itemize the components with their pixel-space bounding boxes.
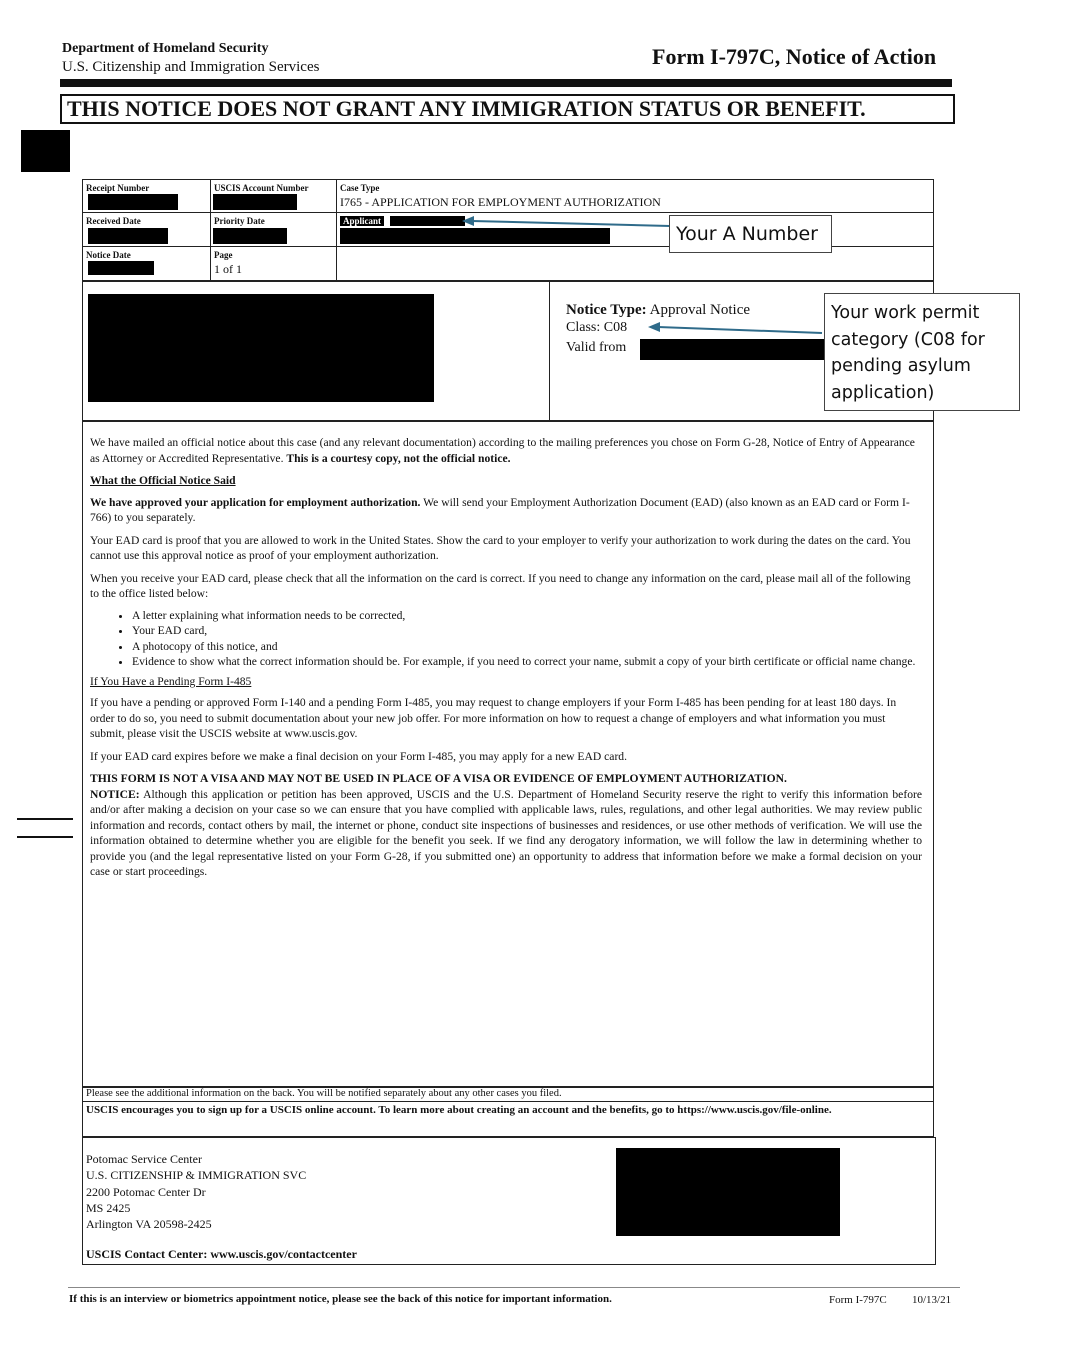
page-label: Page bbox=[214, 250, 233, 260]
i485-paragraph: If you have a pending or approved Form I-140 and a pending Form I-485, you may request to change employers if your Form I-485 has been pending for at least 180 days. In order to do so, you need to submit documentation about your new job offer. For more information on how to request a change of employers and what information you must submit, please visit the USCIS website at www.uscis.gov. bbox=[90, 696, 897, 740]
notice-type bbox=[566, 300, 750, 320]
contact-center: USCIS Contact Center: www.uscis.gov/contactcenter bbox=[86, 1247, 357, 1261]
ead-proof-paragraph: Your EAD card is proof that you are allowed to work in the United States. Show the card to your employer to verify your authorization to work during the dates on the card. You cannot use this approval notice as proof of your employment authorization. bbox=[90, 533, 911, 562]
mailing-address-redacted bbox=[88, 294, 434, 402]
form-title: Form I-797C, Notice of Action bbox=[652, 44, 937, 69]
receipt-number-redacted bbox=[88, 194, 178, 210]
department-name: Department of Homeland Security bbox=[62, 41, 269, 56]
address-line: Arlington VA 20598-2425 bbox=[86, 1217, 212, 1232]
approval-paragraph: We have approved your application for employment authorization. We will send your Employment Authorization Document (EAD) (also known as an EAD card or Form I-766) to you separately. bbox=[90, 495, 910, 524]
list-item: • Your EAD card, bbox=[132, 623, 922, 639]
priority-date-label: Priority Date bbox=[214, 216, 265, 226]
grid-divider bbox=[336, 179, 337, 280]
a-number-callout: Your A Number bbox=[669, 215, 832, 253]
form-id: Form I-797C bbox=[829, 1294, 887, 1306]
verification-notice: NOTICE: Although this application or petition has been approved, USCIS and the U.S. Department of Homeland Security reserve the right to verify this information before and/or after making a decision on your case so we can ensure that you have complied with applicable laws, rules, regulations, and other legal authorities. We may review public information and records, contact others by mail, the internet or phone, conduct site inspections of businesses and residences, or use other methods of verification. We will use the information obtained to determine whether you are eligible for the benefit you seek. If we find any derogatory information, we will follow the law in determining whether to provide you (and the legal representative listed on your Form G-28, if you submitted one) an opportunity to address that information before we make a formal decision on your case or start proceedings. bbox=[90, 787, 922, 878]
class-line: Class: C08 bbox=[566, 320, 628, 335]
barcode-redacted bbox=[616, 1148, 840, 1236]
received-date-redacted bbox=[88, 228, 168, 244]
agency-name: U.S. Citizenship and Immigration Services bbox=[62, 59, 320, 75]
header-rule bbox=[60, 79, 952, 87]
margin-mark bbox=[17, 818, 73, 820]
valid-dates-redacted bbox=[640, 339, 824, 360]
notice-type-label: Notice Type: bbox=[566, 302, 647, 318]
check-info-paragraph: When you receive your EAD card, please check that all the information on the card is correct. If you need to change any information on the card, please mail all of the following to the office listed below: bbox=[90, 571, 911, 600]
additional-info-text: Please see the additional information on the back. You will be notified separately about any other cases you filed. bbox=[86, 1088, 562, 1099]
account-number-label: USCIS Account Number bbox=[214, 183, 309, 193]
applicant-label: Applicant bbox=[340, 216, 384, 226]
class-arrow bbox=[646, 318, 824, 338]
margin-mark bbox=[17, 836, 73, 838]
account-number-redacted bbox=[213, 194, 297, 210]
correction-list bbox=[90, 608, 922, 670]
list-item: • Evidence to show what the correct information should be. For example, if you need to correct your name, submit a copy of your birth certificate or official name change. bbox=[132, 654, 922, 670]
interview-note: If this is an interview or biometrics appointment notice, please see the back of this notice for important information. bbox=[69, 1293, 612, 1305]
received-date-label: Received Date bbox=[86, 216, 141, 226]
form-edition-date: 10/13/21 bbox=[912, 1294, 952, 1306]
receipt-number-label: Receipt Number bbox=[86, 183, 150, 193]
summary-divider bbox=[549, 281, 550, 420]
grid-divider bbox=[210, 179, 211, 280]
case-type-label: Case Type bbox=[340, 183, 380, 193]
notice-body bbox=[90, 435, 922, 887]
address-line: U.S. CITIZENSHIP & IMMIGRATION SVC bbox=[86, 1168, 307, 1183]
not-a-visa-statement: THIS FORM IS NOT A VISA AND MAY NOT BE USED IN PLACE OF A VISA OR EVIDENCE OF EMPLOYMENT AUTHORIZATION. bbox=[90, 772, 787, 785]
notice-date-redacted bbox=[88, 261, 154, 275]
priority-date-redacted bbox=[213, 228, 287, 244]
notice-date-label: Notice Date bbox=[86, 250, 131, 260]
redaction-block bbox=[21, 130, 70, 172]
official-notice-heading: What the Official Notice Said bbox=[90, 474, 236, 487]
address-line: Potomac Service Center bbox=[86, 1152, 202, 1166]
a-number-arrow bbox=[460, 210, 675, 230]
list-item: • A photocopy of this notice, and bbox=[132, 639, 922, 655]
work-permit-callout: Your work permit category (C08 for pending asylum application) bbox=[824, 293, 1020, 411]
footer-rule bbox=[68, 1287, 960, 1288]
case-type-value: I765 - APPLICATION FOR EMPLOYMENT AUTHORIZATION bbox=[340, 195, 661, 209]
applicant-redacted bbox=[340, 228, 610, 244]
address-line: MS 2425 bbox=[86, 1200, 131, 1215]
online-account-text: USCIS encourages you to sign up for a USCIS online account. To learn more about creating an account and the benefits, go to https://www.uscis.gov/file-online. bbox=[86, 1104, 832, 1116]
office-address bbox=[86, 1151, 306, 1232]
expiry-paragraph: If your EAD card expires before we make a final decision on your Form I-485, you may apply for a new EAD card. bbox=[90, 749, 627, 763]
pending-i485-heading: If You Have a Pending Form I-485 bbox=[90, 674, 252, 688]
page-value: 1 of 1 bbox=[214, 262, 242, 276]
notice-type-value: Approval Notice bbox=[649, 302, 751, 318]
list-item: • A letter explaining what information needs to be corrected, bbox=[132, 608, 922, 624]
status-banner: THIS NOTICE DOES NOT GRANT ANY IMMIGRATION STATUS OR BENEFIT. bbox=[60, 94, 955, 124]
address-line: 2200 Potomac Center Dr bbox=[86, 1184, 206, 1199]
applicant-name-redacted bbox=[390, 216, 465, 226]
valid-from-label: Valid from bbox=[566, 340, 627, 355]
courtesy-paragraph: We have mailed an official notice about this case (and any relevant documentation) according to the mailing preferences you chose on Form G-28, Notice of Entry of Appearance as Attorney or Accredited Representative. This is a courtesy copy, not the official notice. bbox=[90, 436, 915, 465]
